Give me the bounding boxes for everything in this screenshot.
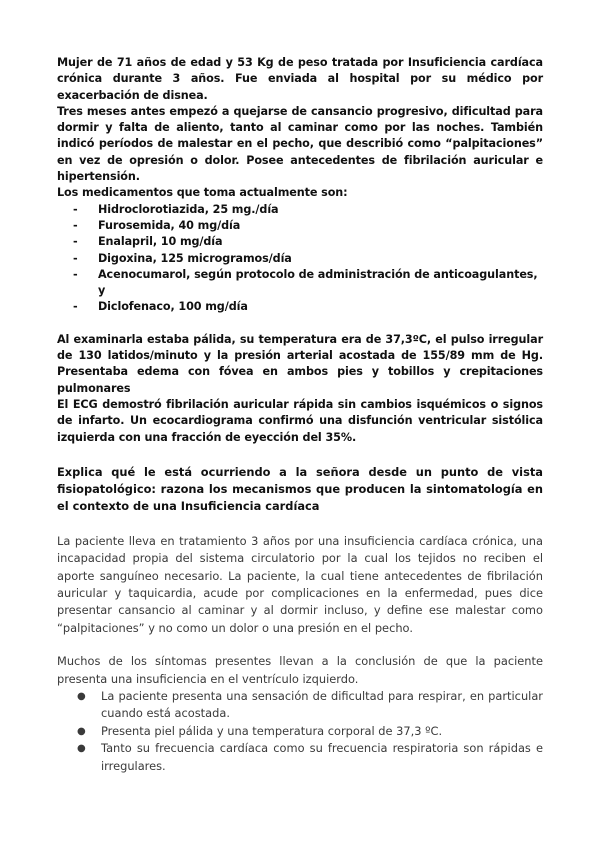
medication-item: - Enalapril, 10 mg/día xyxy=(73,234,543,250)
medication-list xyxy=(57,202,543,316)
case-intro: Mujer de 71 años de edad y 53 Kg de peso tratada por Insuficiencia cardíaca crónica durante 3 años. Fue enviada al hospital por su médico por exacerbación de disnea. xyxy=(57,56,543,102)
symptom-item: ● Tanto su frecuencia cardíaca como su frecuencia respiratoria son rápidas e irregulares. xyxy=(77,741,543,773)
question-prompt: Explica qué le está ocurriendo a la señora desde un punto de vista fisiopatológico: razona los mecanismos que producen la sintomatología en el contexto de una Insuficiencia cardíaca xyxy=(57,464,543,513)
list-dash: - xyxy=(73,300,78,314)
medications-intro: Los medicamentos que toma actualmente son: xyxy=(57,186,348,200)
list-dash: - xyxy=(73,251,78,265)
symptom-item: ● La paciente presenta una sensación de dificultad para respirar, en particular cuando está acostada. xyxy=(77,689,543,721)
medication-item: - Diclofenaco, 100 mg/día xyxy=(73,299,543,315)
list-dash: - xyxy=(73,218,78,232)
list-dash: - xyxy=(73,235,78,249)
ecg-findings: El ECG demostró fibrilación auricular rápida sin cambios isquémicos o signos de infarto. Un ecocardiograma confirmó una disfunción ventricular sistólica izquierda con una fracción de eyección del 35%. xyxy=(57,397,543,444)
medication-item: - Acenocumarol, según protocolo de administración de anticoagulantes, y xyxy=(73,267,538,298)
bullet-dot: ● xyxy=(77,691,86,703)
bullet-dot: ● xyxy=(77,743,86,755)
physical-exam: Al examinarla estaba pálida, su temperatura era de 37,3ºC, el pulso irregular de 130 latidos/minuto y la presión arterial acostada de 155/89 mm de Hg. Presentaba edema con fóvea en ambos pies y tobillos y crepitaciones pulmonares xyxy=(57,332,543,395)
case-history: Tres meses antes empezó a quejarse de cansancio progresivo, dificultad para dormir y falta de aliento, tanto al caminar como por las noches. También indicó períodos de malestar en el pecho, que describió como “palpitaciones” en vez de opresión o dolor. Posee antecedentes de fibrilación auricular e hipertensión. xyxy=(57,104,543,184)
medication-item: - Furosemida, 40 mg/día xyxy=(73,218,543,234)
answer-section xyxy=(57,533,543,775)
answer-paragraph-1: La paciente lleva en tratamiento 3 años por una insuficiencia cardíaca crónica, una incapacidad propia del sistema circulatorio por la cual los tejidos no reciben el aporte sanguíneo necesario. La paciente, la cual tiene antecedentes de fibrilación auricular y taquicardia, acude por complicaciones en la enfermedad, pues dice presentar cansancio al caminar y al dormir incluso, y define ese malestar como “palpitaciones” y no como un dolor o una presión en el pecho. xyxy=(57,533,543,635)
symptom-item: ● Presenta piel pálida y una temperatura corporal de 37,3 ºC. xyxy=(75,723,543,740)
medication-item: - Hidroclorotiazida, 25 mg./día xyxy=(73,202,543,218)
list-dash: - xyxy=(73,202,78,216)
medication-item: - Digoxina, 125 microgramos/día xyxy=(73,251,543,267)
answer-paragraph-2: Muchos de los síntomas presentes llevan a la conclusión de que la paciente presenta una insuficiencia en el ventrículo izquierdo. xyxy=(57,654,543,686)
list-dash: - xyxy=(73,267,78,281)
bullet-dot: ● xyxy=(77,725,86,737)
symptom-list xyxy=(57,688,543,775)
case-description xyxy=(57,55,543,446)
